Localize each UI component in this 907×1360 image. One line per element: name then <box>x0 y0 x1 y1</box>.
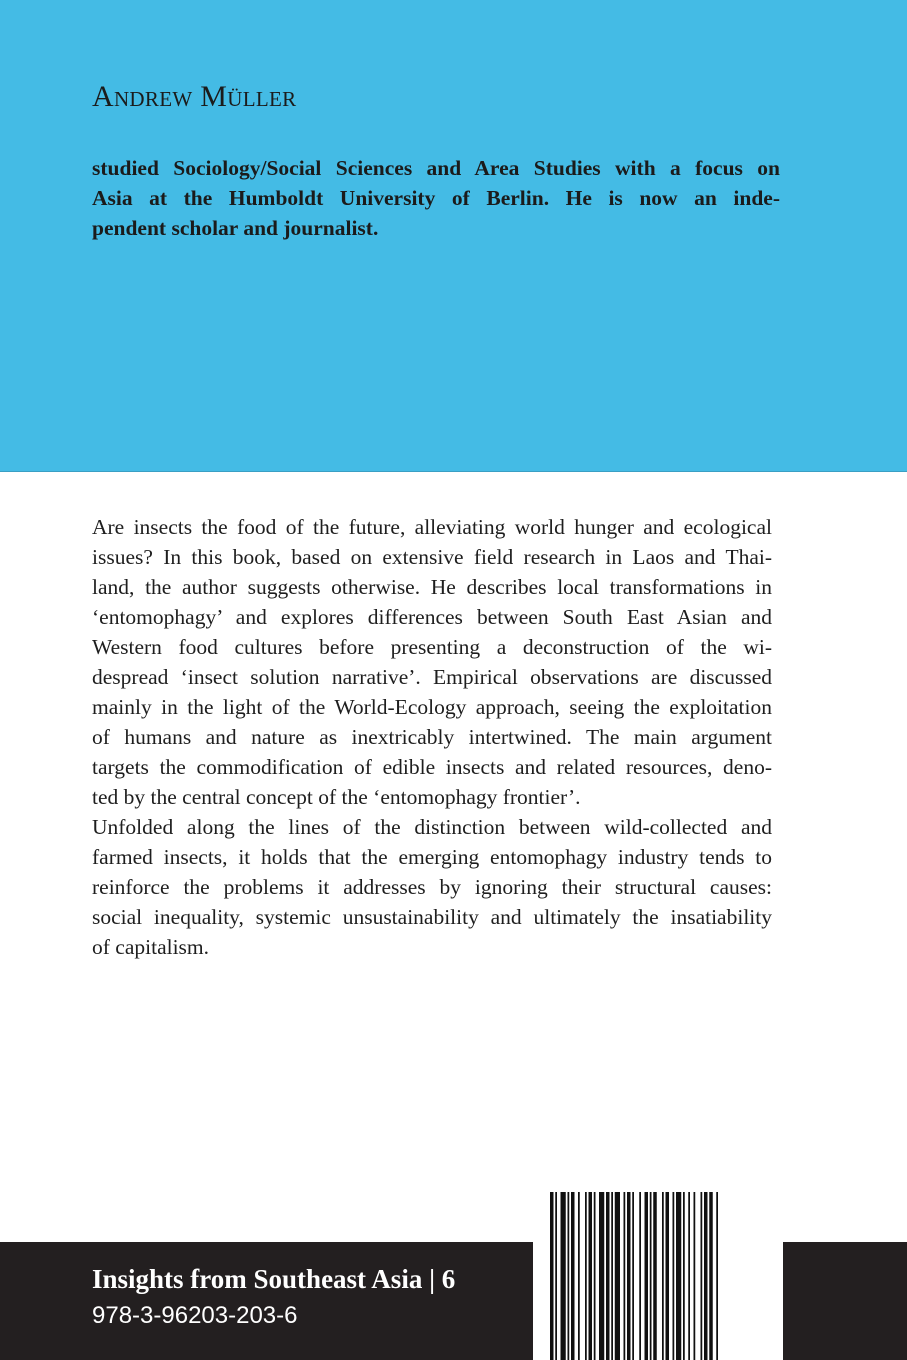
blurb-line: ted by the central concept of the ‘entomophagy frontier’. <box>92 785 581 809</box>
barcode-bar <box>709 1192 713 1360</box>
author-bio-line: Asia at the Humboldt University of Berlin. He is now an inde- <box>92 186 780 210</box>
blurb-line: targets the commodification of edible insects and related resources, deno- <box>92 755 772 779</box>
barcode-bar <box>666 1192 670 1360</box>
barcode-bar <box>550 1192 554 1360</box>
barcode-bar <box>716 1192 718 1360</box>
barcode-icon <box>550 1192 768 1360</box>
book-blurb <box>92 512 772 962</box>
barcode-bar <box>701 1192 703 1360</box>
barcode-bar <box>676 1192 681 1360</box>
series-title: Insights from Southeast Asia | 6 <box>92 1264 456 1294</box>
blurb-line: reinforce the problems it addresses by ignoring their structural causes: <box>92 875 772 899</box>
blurb-line: land, the author suggests otherwise. He describes local transformations in <box>92 575 772 599</box>
blurb-line: of humans and nature as inextricably intertwined. The main argument <box>92 725 772 749</box>
isbn-number: 978-3-96203-203-6 <box>92 1302 298 1329</box>
barcode-bar <box>662 1192 664 1360</box>
barcode-bar <box>688 1192 690 1360</box>
barcode-bar <box>555 1192 557 1360</box>
blurb-line: social inequality, systemic unsustainability and ultimately the insatiability <box>92 905 772 929</box>
barcode-bar <box>578 1192 580 1360</box>
barcode-bar <box>571 1192 575 1360</box>
barcode-bar <box>639 1192 641 1360</box>
author-bio-line: studied Sociology/Social Sciences and Area Studies with a focus on <box>92 156 780 180</box>
blurb-line: Are insects the food of the future, alleviating world hunger and ecological <box>92 515 772 539</box>
barcode-bar <box>653 1192 657 1360</box>
barcode-bar <box>650 1192 652 1360</box>
author-bio-line: pendent scholar and journalist. <box>92 216 379 240</box>
barcode-bar <box>599 1192 604 1360</box>
barcode-bar <box>615 1192 620 1360</box>
blurb-line: Unfolded along the lines of the distinction between wild-collected and <box>92 815 772 839</box>
barcode-bar <box>585 1192 587 1360</box>
barcode <box>533 1192 783 1360</box>
blurb-line: mainly in the light of the World-Ecology approach, seeing the exploitation <box>92 695 772 719</box>
barcode-bar <box>594 1192 596 1360</box>
barcode-bar <box>627 1192 631 1360</box>
blurb-line: despread ‘insect solution narrative’. Empirical observations are discussed <box>92 665 772 689</box>
blurb-line: of capitalism. <box>92 935 210 959</box>
barcode-bar <box>704 1192 708 1360</box>
barcode-bar <box>632 1192 634 1360</box>
author-panel <box>0 0 907 472</box>
barcode-bar <box>694 1192 696 1360</box>
barcode-bar <box>561 1192 566 1360</box>
barcode-bar <box>589 1192 593 1360</box>
blurb-line: farmed insects, it holds that the emerging entomophagy industry tends to <box>92 845 772 869</box>
barcode-bar <box>645 1192 649 1360</box>
barcode-bar <box>568 1192 570 1360</box>
barcode-bar <box>683 1192 685 1360</box>
blurb-line: Western food cultures before presenting a deconstruction of the wi- <box>92 635 772 659</box>
blurb-line: issues? In this book, based on extensive field research in Laos and Thai- <box>92 545 772 569</box>
author-bio <box>92 153 780 243</box>
barcode-bar <box>606 1192 610 1360</box>
barcode-bar <box>673 1192 675 1360</box>
barcode-bar <box>611 1192 613 1360</box>
author-name: Andrew Müller <box>92 80 297 113</box>
blurb-line: ‘entomophagy’ and explores differences between South East Asian and <box>92 605 772 629</box>
barcode-bar <box>624 1192 626 1360</box>
